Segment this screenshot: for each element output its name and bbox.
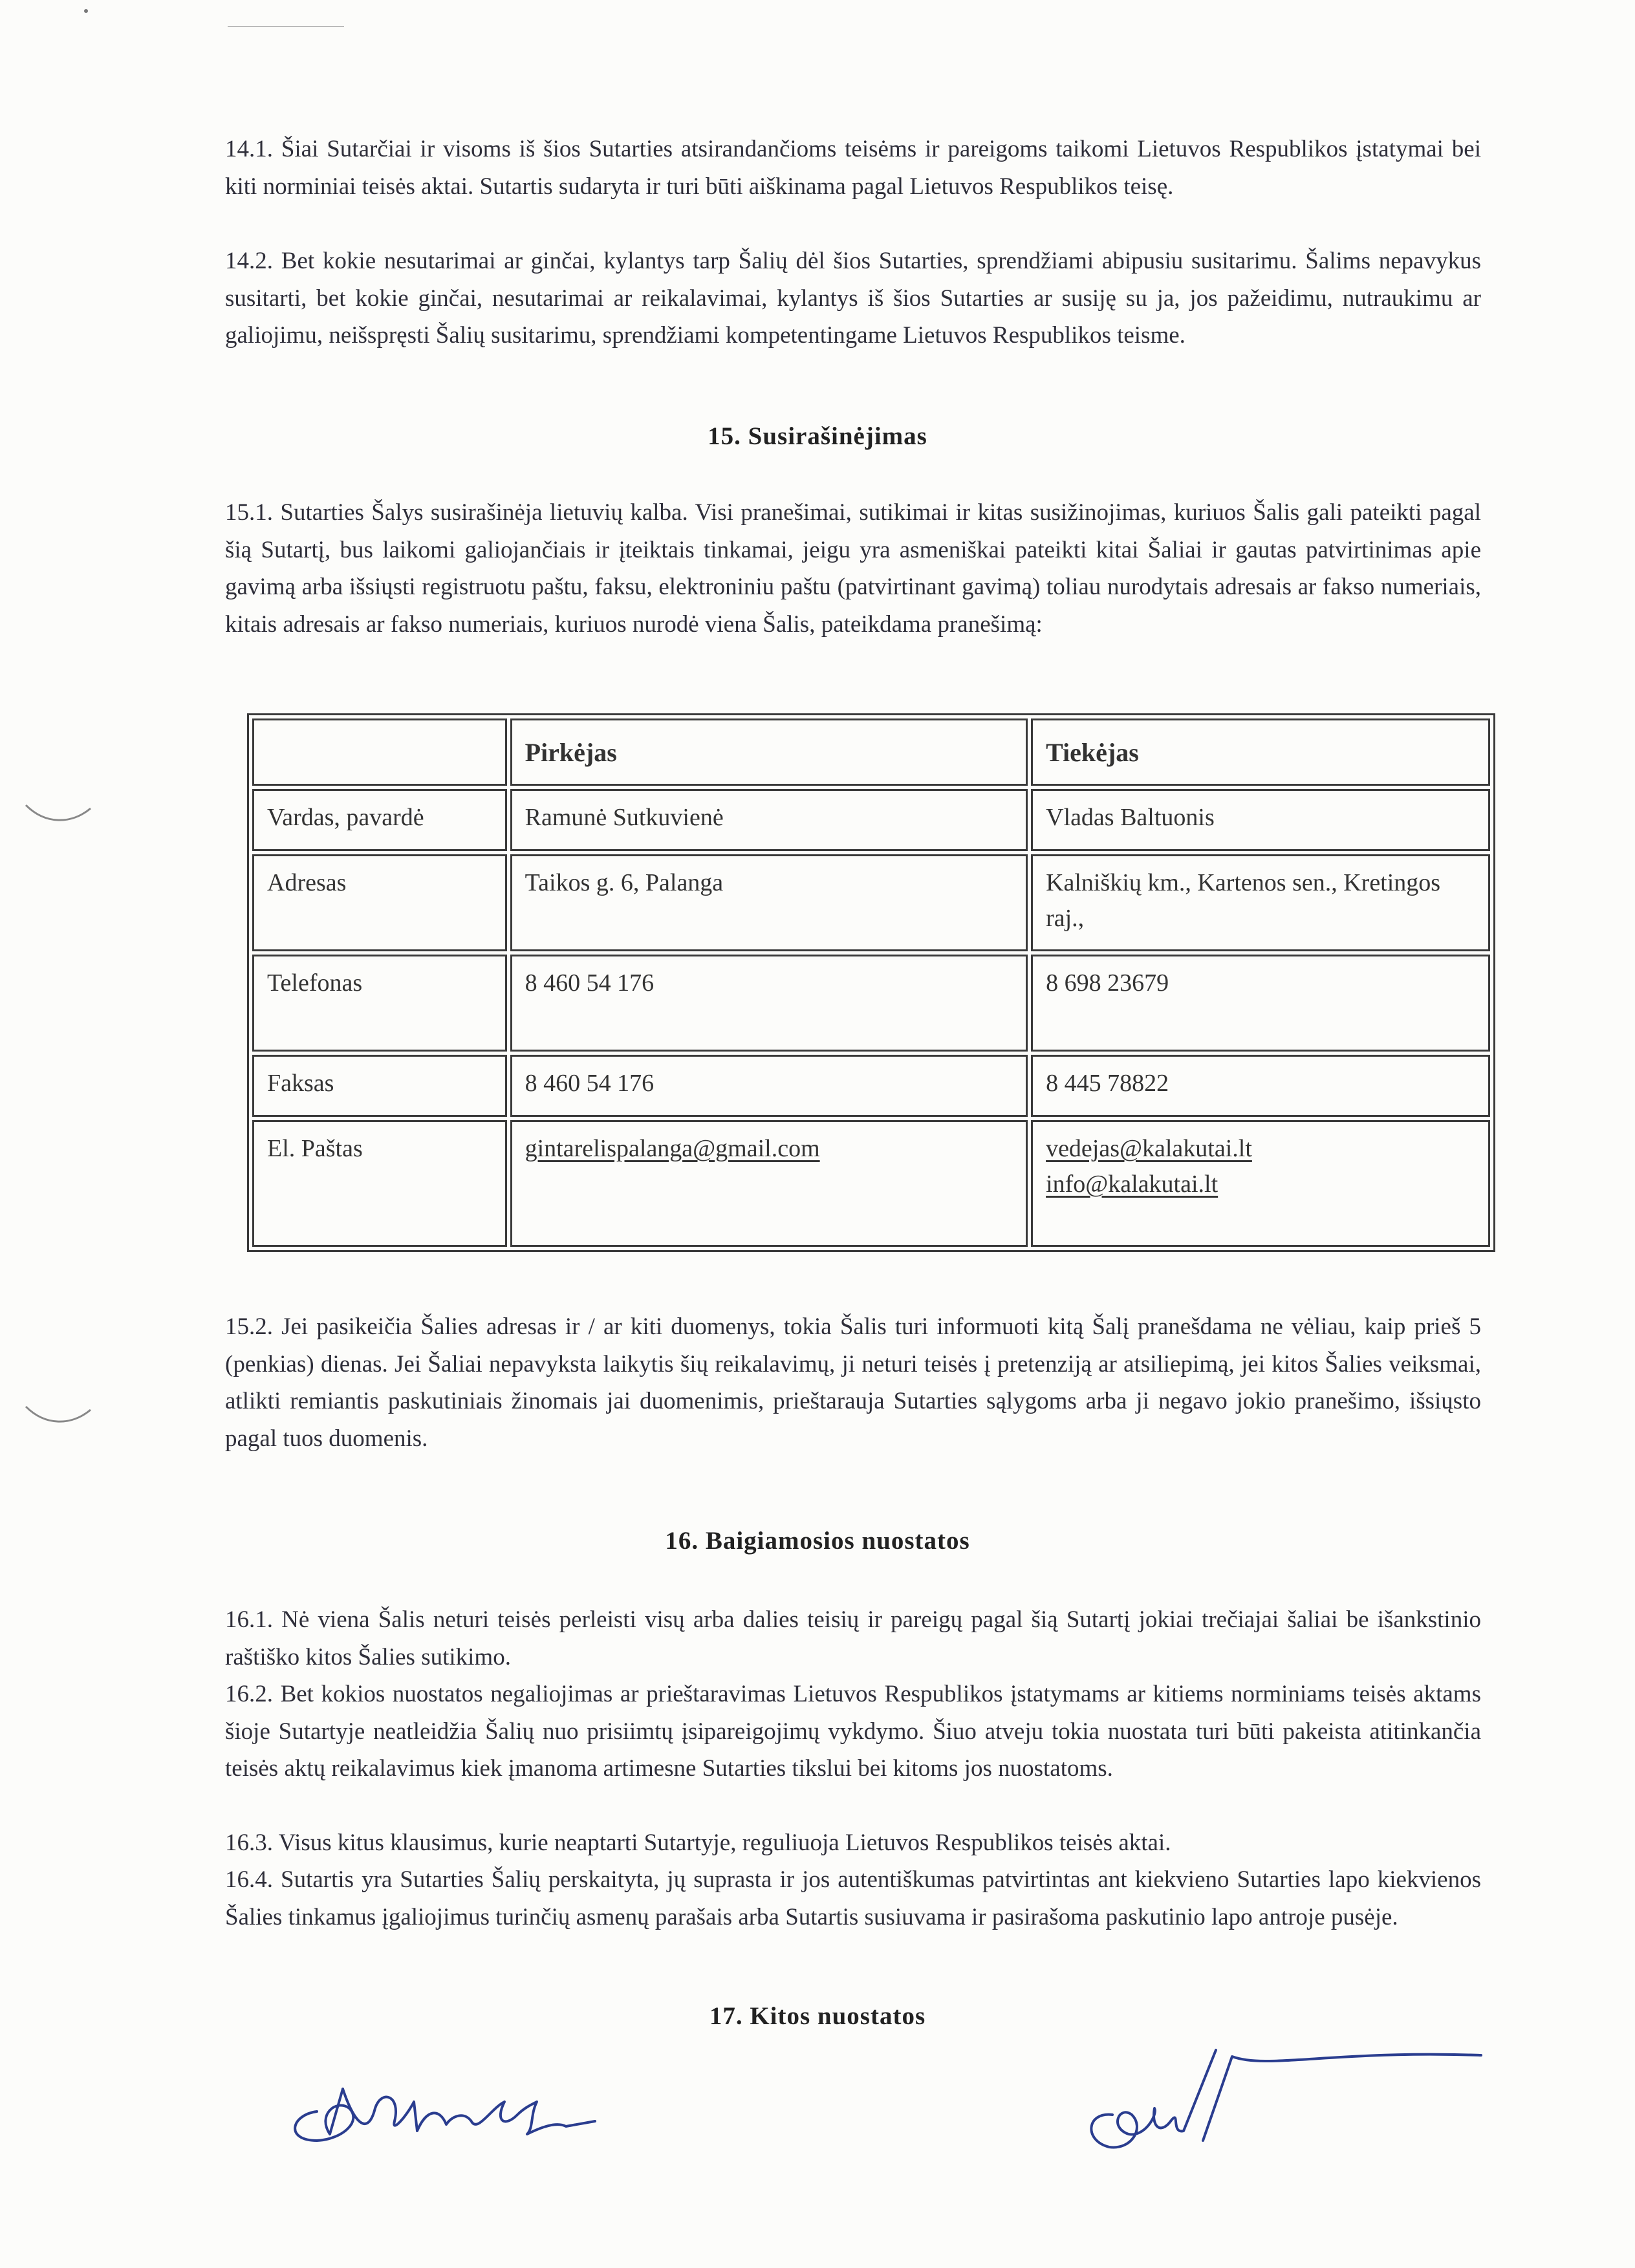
paragraph-16-3: 16.3. Visus kitus klausimus, kurie neaptarti Sutartyje, reguliuoja Lietuvos Respublikos teisės aktai. — [225, 1830, 1171, 1856]
table-row-email — [252, 1120, 1490, 1247]
header-buyer: Pirkėjas — [510, 718, 1028, 786]
heading-section-15: 15. Susirašinėjimas — [708, 422, 927, 450]
row-label: Adresas — [252, 854, 507, 951]
signature-right — [1074, 2037, 1488, 2166]
header-empty-cell — [252, 718, 507, 786]
paragraph-14-2: 14.2. Bet kokie nesutarimai ar ginčai, kylantys tarp Šalių dėl šios Sutarties, sprendžiami abipusiu susitarimu. Šalims nepavykus susitarti, bet kokie ginčai, nesutarimai ar reikalavimai, kylantys iš šios Sutarties ar susiję su ja, jos pažeidimu, nutraukimu ar galiojimu, neišspręsti Šalių susitarimu, sprendžiami kompetentingame Lietuvos Respublikos teisme. — [225, 248, 1481, 349]
contacts-table — [247, 713, 1495, 1252]
paragraph-15-2: 15.2. Jei pasikeičia Šalies adresas ir / ar kiti duomenys, tokia Šalis turi informuoti kitą Šalį pranešdama ne vėliau, kaip prieš 5 (penkias) dienas. Jei Šaliai nepavyksta laikytis šių reikalavimų, ji neturi teisės į pretenziją ar atsiliepimą, jei kitos Šalies veiksmai, atlikti remiantis paskutiniais žinomais jai duomenimis, prieštarauja Sutarties sąlygoms arba ji negavo jokio pranešimo, išsiųsto pagal tuos duomenis. — [225, 1313, 1481, 1452]
heading-section-17: 17. Kitos nuostatos — [709, 2002, 926, 2030]
scan-dot — [84, 9, 88, 13]
supplier-email-link-2[interactable]: info@kalakutai.lt — [1046, 1171, 1218, 1198]
table-row — [252, 955, 1490, 1052]
table-row — [252, 854, 1490, 951]
buyer-value: Ramunė Sutkuvienė — [510, 789, 1028, 851]
scan-mark — [228, 26, 344, 27]
buyer-email-link[interactable]: gintarelispalanga@gmail.com — [525, 1135, 820, 1162]
row-label: Vardas, pavardė — [252, 789, 507, 851]
row-label: El. Paštas — [252, 1120, 507, 1247]
supplier-value: 8 698 23679 — [1031, 955, 1490, 1052]
buyer-value: Taikos g. 6, Palanga — [510, 854, 1028, 951]
table-row — [252, 1055, 1490, 1117]
supplier-email-cell — [1031, 1120, 1490, 1247]
buyer-value: 8 460 54 176 — [510, 955, 1028, 1052]
paragraph-16-1: 16.1. Nė viena Šalis neturi teisės perleisti visų arba dalies teisių ir pareigų pagal šią Sutartį jokiai trečiajai šaliai be išankstinio raštiško kitos Šalies sutikimo. — [225, 1606, 1481, 1670]
row-label: Faksas — [252, 1055, 507, 1117]
table-header-row — [252, 718, 1490, 786]
buyer-email-cell — [510, 1120, 1028, 1247]
buyer-value: 8 460 54 176 — [510, 1055, 1028, 1117]
header-supplier: Tiekėjas — [1031, 718, 1490, 786]
supplier-value: Vladas Baltuonis — [1031, 789, 1490, 851]
paragraph-14-1: 14.1. Šiai Sutarčiai ir visoms iš šios Sutarties atsirandančioms teisėms ir pareigoms taikomi Lietuvos Respublikos įstatymai bei kiti norminiai teisės aktai. Sutartis sudaryta ir turi būti aiškinama pagal Lietuvos Respublikos teisę. — [225, 136, 1481, 200]
row-label: Telefonas — [252, 955, 507, 1052]
scan-mark-left-1 — [19, 799, 97, 837]
supplier-value: 8 445 78822 — [1031, 1055, 1490, 1117]
paragraph-16-2: 16.2. Bet kokios nuostatos negaliojimas ar prieštaravimas Lietuvos Respublikos įstatymams ar kitiems norminiams teisės aktams šioje Sutartyje neatleidžia Šalių nuo prisiimtų įsipareigojimų vykdymo. Šiuo atveju tokia nuostata turi būti pakeista atitinkančia teisės aktų reikalavimus kiek įmanoma artimesne Sutarties tikslui bei kitoms jos nuostatoms. — [225, 1681, 1481, 1782]
scan-mark-left-2 — [19, 1400, 97, 1439]
supplier-value: Kalniškių km., Kartenos sen., Kretingos raj., — [1031, 854, 1490, 951]
supplier-email-link-1[interactable]: vedejas@kalakutai.lt — [1046, 1135, 1252, 1162]
paragraph-16-4: 16.4. Sutartis yra Sutarties Šalių perskaityta, jų suprasta ir jos autentiškumas patvirtintas ant kiekvieno Sutarties lapo kiekvienos Šalies tinkamus įgaliojimus turinčių asmenų parašais arba Sutartis susiuvama ir pasirašoma paskutinio lapo antroje pusėje. — [225, 1866, 1481, 1930]
heading-section-16: 16. Baigiamosios nuostatos — [665, 1527, 970, 1555]
signature-left — [272, 2050, 608, 2160]
table-row — [252, 789, 1490, 851]
paragraph-15-1: 15.1. Sutarties Šalys susirašinėja lietuvių kalba. Visi pranešimai, sutikimai ir kitas susižinojimas, kuriuos Šalis gali pateikti pagal šią Sutartį, bus laikomi galiojančiais ir įteiktais tinkamai, jeigu yra asmeniškai pateikti kitai Šaliai ir gautas patvirtinimas apie gavimą arba išsiųsti registruotu paštu, faksu, elektroniniu paštu (patvirtinant gavimą) toliau nurodytais adresais ar fakso numeriais, kitais adresais ar fakso numeriais, kuriuos nurodė viena Šalis, pateikdama pranešimą: — [225, 499, 1481, 638]
